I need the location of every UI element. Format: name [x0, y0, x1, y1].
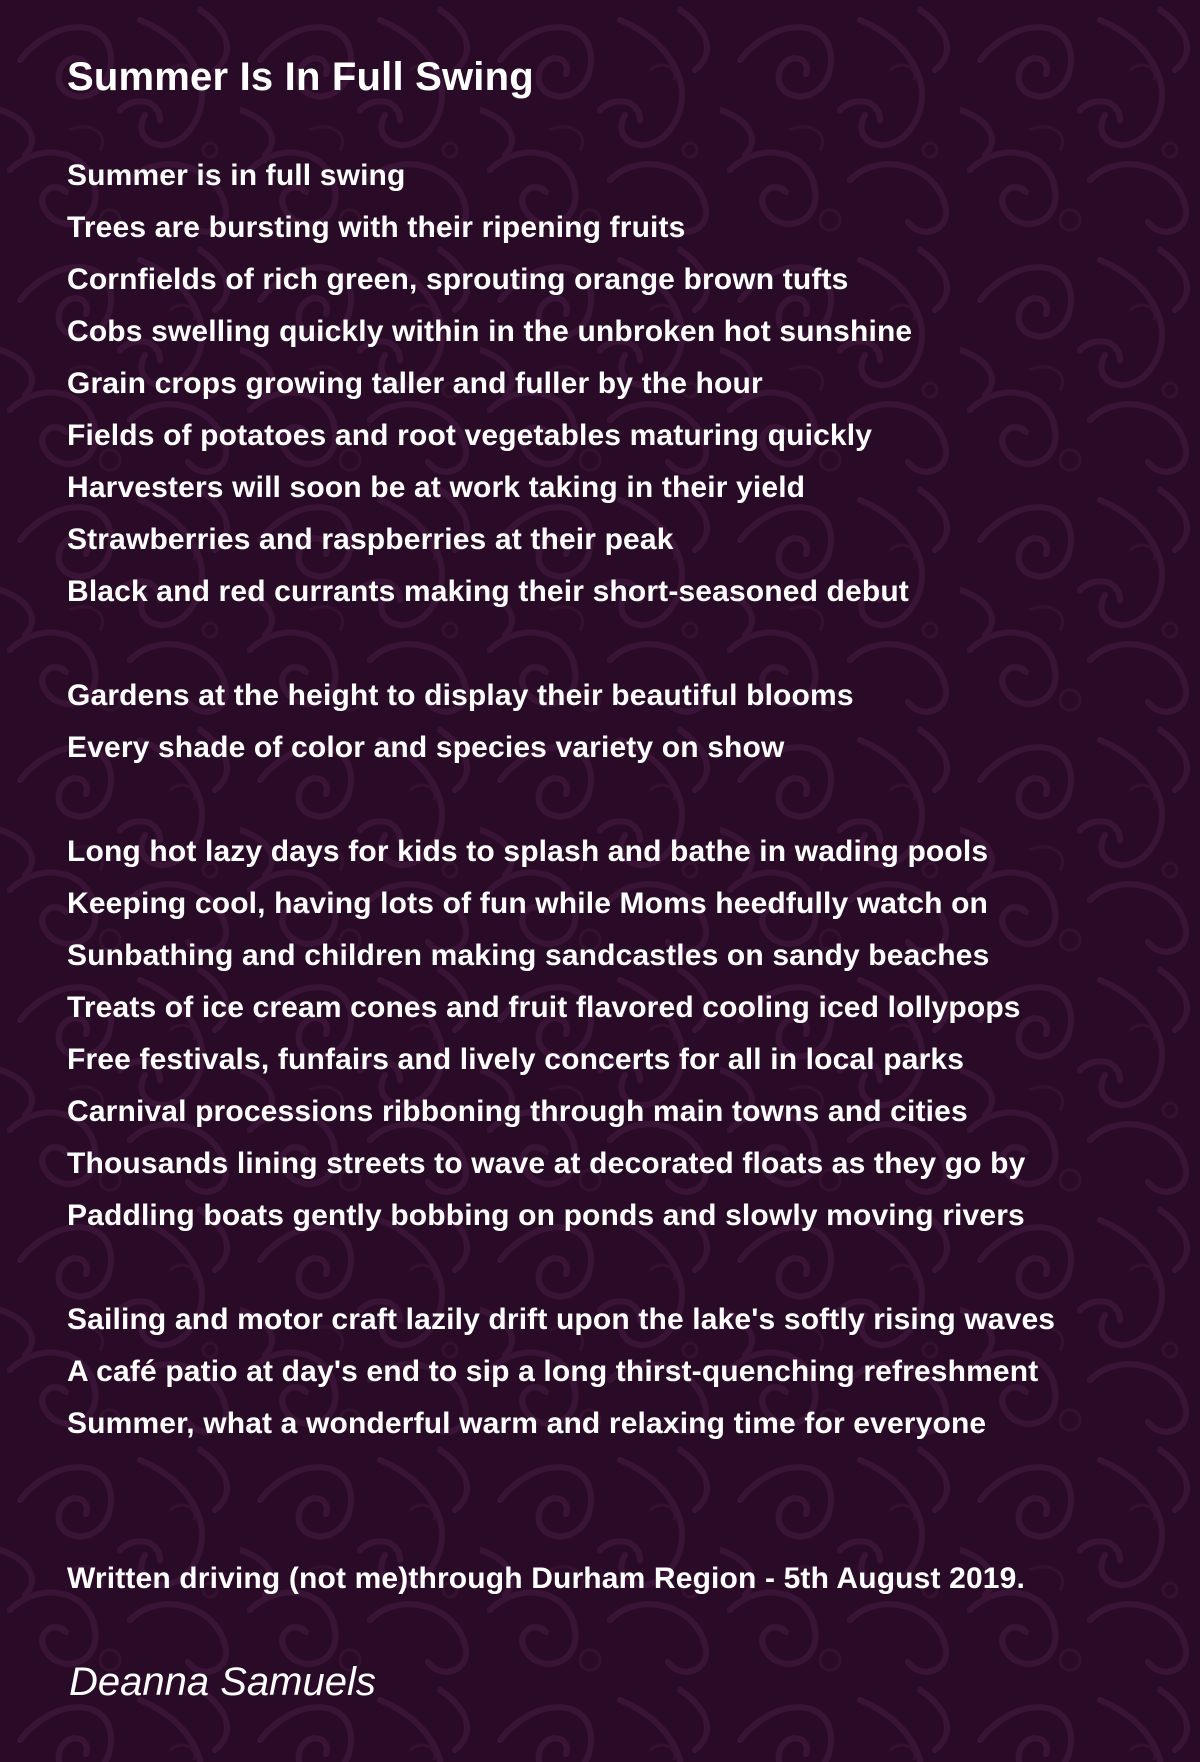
stanza-1: [67, 150, 1177, 618]
poem-line: Keeping cool, having lots of fun while Moms heedfully watch on: [67, 887, 989, 920]
poem-line: Harvesters will soon be at work taking in their yield: [67, 471, 806, 504]
poem-line: Cobs swelling quickly within in the unbroken hot sunshine: [67, 315, 913, 348]
poem-line: Summer is in full swing: [67, 159, 406, 192]
poem-line: Free festivals, funfairs and lively concerts for all in local parks: [67, 1043, 965, 1076]
poem-line: Trees are bursting with their ripening fruits: [67, 211, 686, 244]
poem-line: Summer, what a wonderful warm and relaxing time for everyone: [67, 1407, 987, 1440]
poem-author: Deanna Samuels: [69, 1660, 376, 1704]
poem-line: Sailing and motor craft lazily drift upon the lake's softly rising waves: [67, 1303, 1056, 1336]
poem-line: Fields of potatoes and root vegetables maturing quickly: [67, 419, 873, 452]
poem-line: Every shade of color and species variety on show: [67, 731, 785, 764]
poem-line: A café patio at day's end to sip a long thirst-quenching refreshment: [67, 1355, 1039, 1388]
stanza-2: [67, 670, 1177, 774]
poem-body: [67, 150, 1177, 1502]
stanza-3: [67, 826, 1177, 1242]
poem-line: Gardens at the height to display their beautiful blooms: [67, 679, 854, 712]
poem-title: Summer Is In Full Swing: [67, 55, 534, 99]
stanza-4: [67, 1294, 1177, 1450]
poem-line: Paddling boats gently bobbing on ponds and slowly moving rivers: [67, 1199, 1025, 1232]
poem-line: Carnival processions ribboning through main towns and cities: [67, 1095, 968, 1128]
poem-line: Long hot lazy days for kids to splash and bathe in wading pools: [67, 835, 989, 868]
poem-line: Cornfields of rich green, sprouting orange brown tufts: [67, 263, 849, 296]
poem-line: Grain crops growing taller and fuller by the hour: [67, 367, 763, 400]
poem-line: Thousands lining streets to wave at decorated floats as they go by: [67, 1147, 1026, 1180]
poem-line: Sunbathing and children making sandcastles on sandy beaches: [67, 939, 990, 972]
poem-line: Treats of ice cream cones and fruit flavored cooling iced lollypops: [67, 991, 1021, 1024]
poem-line: Strawberries and raspberries at their peak: [67, 523, 674, 556]
poem-line: Black and red currants making their short-seasoned debut: [67, 575, 909, 608]
poem-note: Written driving (not me)through Durham Region - 5th August 2019.: [67, 1562, 1025, 1595]
